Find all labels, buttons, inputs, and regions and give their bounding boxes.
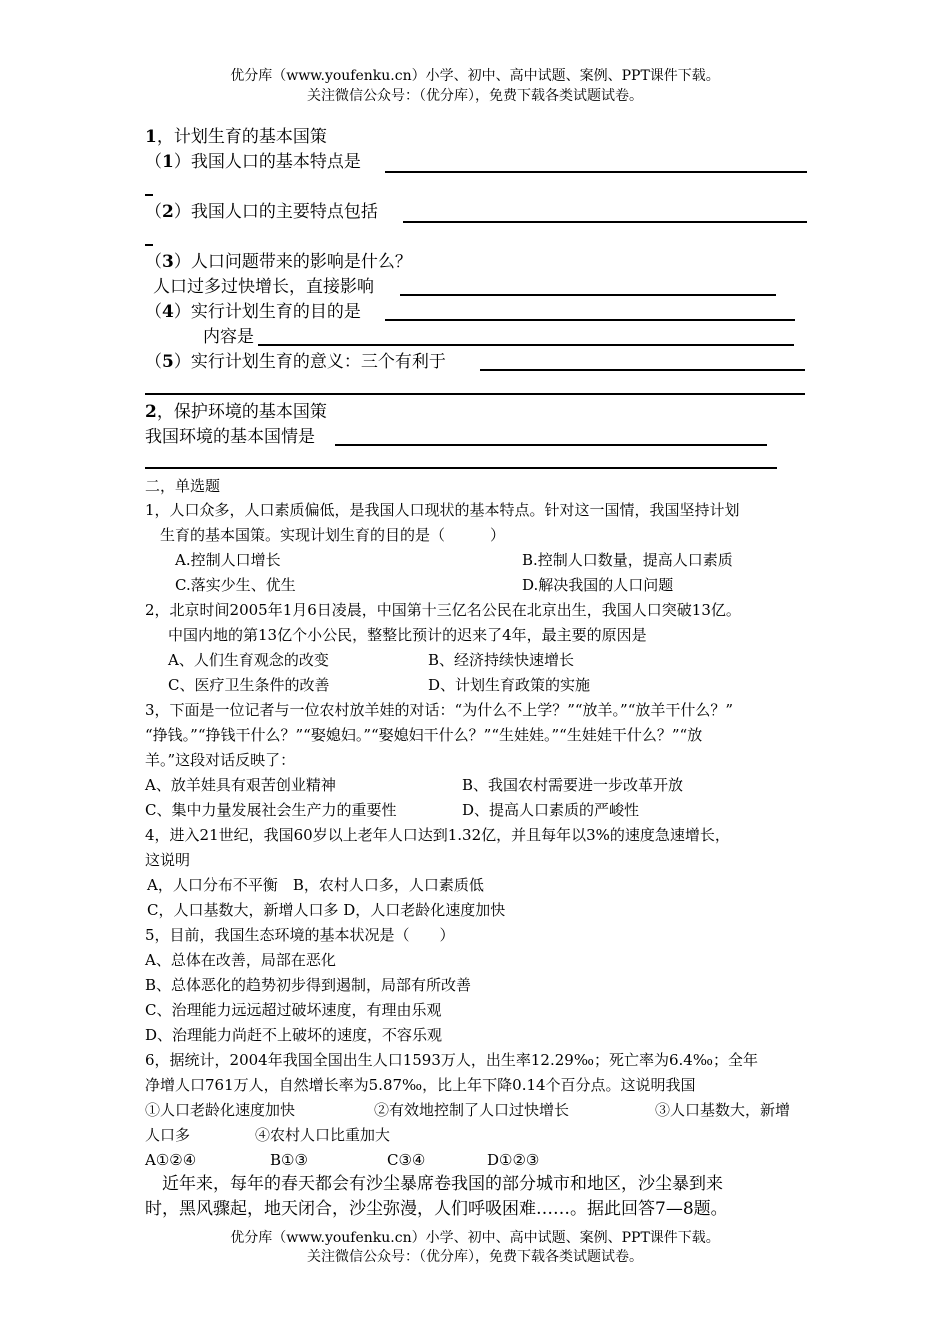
q6-item-2: ②有效地控制了人口过快增长	[374, 1101, 570, 1119]
q6-line-2: 净增人口761万人，自然增长率为5.87‰，比上年下降0.14个百分点。这说明我国	[145, 1076, 696, 1094]
answer-line-env-2	[145, 467, 777, 469]
q3-option-b: B、我国农村需要进一步改革开放	[462, 776, 684, 794]
section1-q1: （1）我国人口的基本特点是	[145, 152, 361, 172]
q5-option-c: C、治理能力远远超过破坏速度，有理由乐观	[145, 1001, 442, 1019]
q5-option-b: B、总体恶化的趋势初步得到遏制，局部有所改善	[145, 976, 472, 994]
q6-item-3-continued: 人口多	[145, 1126, 191, 1144]
answer-line-q1	[385, 171, 807, 173]
q4-line-1: 4，进入21世纪，我国60岁以上老年人口达到1.32亿，并且每年以3%的速度急速增长，	[145, 826, 730, 844]
part2-title: 二，单选题	[145, 477, 221, 495]
section1-q3: （3）人口问题带来的影响是什么？	[145, 252, 412, 272]
footer-line-1: 优分库（www.youfenku.cn）小学、初中、高中试题、案例、PPT课件下载。	[230, 1230, 720, 1246]
section1-q4: （4）实行计划生育的目的是	[145, 302, 361, 322]
answer-line-q3	[400, 294, 776, 296]
q6-item-1: ①人口老龄化速度加快	[145, 1101, 296, 1119]
q2-option-c: C、医疗卫生条件的改善	[168, 676, 330, 694]
section1-q5: （5）实行计划生育的意义：三个有利于	[145, 352, 446, 372]
q1-line-1: 1，人口众多，人口素质偏低，是我国人口现状的基本特点。针对这一国情，我国坚持计划	[145, 501, 740, 519]
q2-line-1: 2，北京时间2005年1月6日凌晨，中国第十三亿名公民在北京出生，我国人口突破13亿。	[145, 601, 741, 619]
q6-option-b: B①③	[270, 1151, 308, 1169]
section1-q2: （2）我国人口的主要特点包括	[145, 202, 378, 222]
section1-q3-line: 人口过多过快增长，直接影响	[153, 277, 374, 297]
header-line-2: 关注微信公众号：（优分库），免费下载各类试题试卷。	[307, 88, 643, 104]
q4-options-cd: C，人口基数大，新增人口多 D，人口老龄化速度加快	[147, 901, 506, 919]
q6-line-1: 6，据统计，2004年我国全国出生人口1593万人，出生率12.29‰；死亡率为6.4‰；全年	[145, 1051, 758, 1069]
answer-line-q5-2	[145, 393, 805, 395]
q6-option-a: A①②④	[145, 1151, 197, 1169]
q2-line-2: 中国内地的第13亿个小公民，整整比预计的迟来了4年，最主要的原因是	[168, 626, 647, 644]
q5-option-a: A、总体在改善，局部在恶化	[145, 951, 336, 969]
q5-line-1: 5，目前，我国生态环境的基本状况是（ ）	[145, 926, 455, 944]
section1-title: 1，计划生育的基本国策	[145, 127, 327, 147]
q1-line-2: 生育的基本国策。实现计划生育的目的是（ ）	[160, 526, 506, 544]
q2-option-b: B、经济持续快速增长	[428, 651, 575, 669]
footer-line-2: 关注微信公众号：（优分库），免费下载各类试题试卷。	[307, 1249, 643, 1265]
q6-item-4: ④农村人口比重加大	[255, 1126, 391, 1144]
q3-option-a: A、放羊娃具有艰苦创业精神	[145, 776, 336, 794]
q2-option-d: D、计划生育政策的实施	[428, 676, 591, 694]
section2-line: 我国环境的基本国情是	[145, 427, 315, 447]
q5-option-d: D、治理能力尚赶不上破坏的速度，不容乐观	[145, 1026, 443, 1044]
q1-option-d: D.解决我国的人口问题	[522, 576, 674, 594]
passage-line-1: 近年来，每年的春天都会有沙尘暴席卷我国的部分城市和地区，沙尘暴到来	[162, 1174, 723, 1194]
q2-option-a: A、人们生育观念的改变	[168, 651, 329, 669]
answer-line-env	[335, 444, 767, 446]
q3-line-2: “挣钱。”“挣钱干什么？”“娶媳妇。”“娶媳妇干什么？”“生娃娃。”“生娃娃干什么？”“放	[145, 726, 703, 744]
q3-line-1: 3，下面是一位记者与一位农村放羊娃的对话：“为什么不上学？”“放羊。”“放羊干什么？”	[145, 701, 734, 719]
q6-option-c: C③④	[387, 1151, 426, 1169]
answer-line-q4-content	[258, 344, 794, 346]
answer-line-q4	[385, 319, 795, 321]
answer-line-q2-continuation	[145, 244, 153, 246]
q4-options-ab: A，人口分布不平衡 B，农村人口多，人口素质低	[147, 876, 484, 894]
q3-line-3: 羊。”这段对话反映了：	[145, 751, 296, 769]
header-line-1: 优分库（www.youfenku.cn）小学、初中、高中试题、案例、PPT课件下载。	[230, 68, 720, 84]
q1-option-b: B.控制人口数量，提高人口素质	[522, 551, 733, 569]
q6-item-3: ③人口基数大，新增	[655, 1101, 791, 1119]
q1-option-c: C.落实少生、优生	[175, 576, 296, 594]
q6-option-d: D①②③	[487, 1151, 540, 1169]
q1-option-a: A.控制人口增长	[175, 551, 281, 569]
answer-line-q2	[403, 221, 807, 223]
q3-option-d: D、提高人口素质的严峻性	[462, 801, 640, 819]
section1-q4-content: 内容是	[203, 327, 254, 347]
section2-title: 2，保护环境的基本国策	[145, 402, 327, 422]
answer-line-q1-continuation	[145, 194, 153, 196]
passage-line-2: 时，黑风骤起，地天闭合，沙尘弥漫，人们呼吸困难……。据此回答7—8题。	[145, 1199, 728, 1219]
q3-option-c: C、集中力量发展社会生产力的重要性	[145, 801, 397, 819]
answer-line-q5	[480, 369, 805, 371]
q4-line-2: 这说明	[145, 851, 191, 869]
